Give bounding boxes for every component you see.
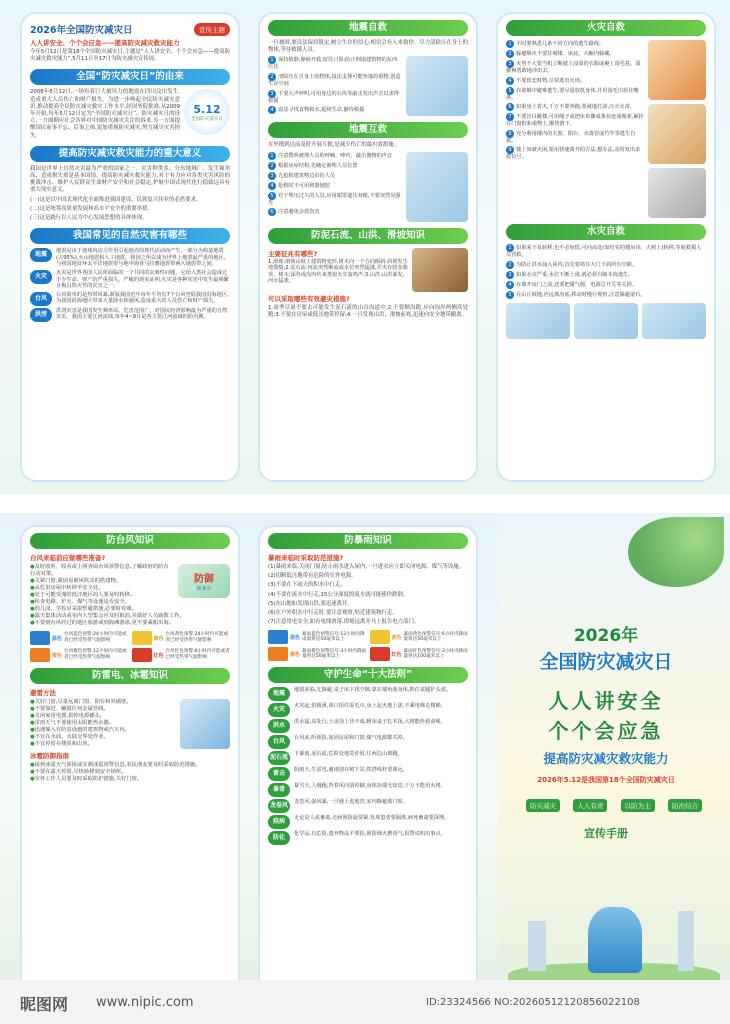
earthquake-point [268,56,402,71]
number-badge: 4 [506,77,514,85]
logo-text: 昵图网 [20,995,69,1014]
significance-point: (二)这是统筹高质量发展和高水平安全的重要举措。 [30,205,153,212]
intro-text: 今年5月12日是第18个全国防灾减灾日,主题是“人人讲安全、个个会应急——提高防灾减灾救灾能力”,5月11日至17日为防灾减灾宣传周。 [30,49,230,63]
disaster-row [30,248,230,268]
mutual-point [268,172,402,180]
lightning-point: ● 迅速躲入有防雷设施的建筑物或汽车内。 [30,727,172,734]
significance-text: 我国是世界上自然灾害最为严重的国家之一。灾害种类多、分布地域广、发生频率高、造成损失重是基本国情。提高防灾减灾救灾能力,对于有力应对各类灾害风险的挑战冲击、维护人民群众生命财产安全和社会稳定,护航中国式现代化行稳致远具有重大现实意义。 [30,165,230,194]
mutual-point [268,208,402,216]
rescue-illustration [406,152,468,222]
section-title-typhoon: 防台风知识 [30,533,230,549]
warning-item [370,630,469,644]
rainstorm-point: (7)注意用电安全,如有电线滑落,即刻远离并马上报告电力部门。 [268,619,420,626]
warning-level: 红色 [391,651,402,658]
number-badge: 1 [268,56,276,64]
disaster-tag: 台风 [30,292,52,306]
panel-fire-flood [498,14,714,480]
section-title-landslide: 防泥石流、山洪、滑坡知识 [268,228,468,244]
typhoon-point: ● 及时收听、收看或上网查阅台风预警信息,了解政府的防台行动对策。 [30,564,170,578]
panel-header [30,22,230,36]
warning-level: 橙色 [290,651,301,658]
rule-text: 阴雨天,生雷电,避雨别在树下站,铁塔线杆要离远。 [294,767,408,774]
warning-text: 暴雨蓝色预警信号:12小时内降雨量将达50毫米以上 [302,631,365,643]
point-text: 楼上如被火困,要用快速离开的方法,想办法,及时发出求救信号。 [506,147,641,161]
rule-tag: 暴雪 [268,783,290,797]
fire-point [506,60,644,75]
typhoon-badge [178,564,230,598]
hail-point: ● 接到冰雹天气预报或实测冰雹预警信息,农民朋友要及时采取防范措施。 [30,762,230,769]
number-badge: 4 [268,182,276,190]
rule-text: 洪水猛,高处行,土房顶上待不成,睡床桌子扎木筏,大树能拴救命绳。 [294,719,446,726]
rule-tag: 雷击 [268,767,290,781]
disaster-text: 地震是由于地球内动力作用引起地壳的现代活动而产生,一部分为构造地震(占95%),火山地震和人工地震。我国之所以成为世界上地震最严重的地区,与我国地处环太平洋地震带与地中海喜马拉雅地震带两大地震带之间。 [56,248,226,268]
number-badge: 2 [268,162,276,170]
typhoon-warning-grid [30,631,230,662]
mutual-point [268,152,402,160]
rainstorm-warning-grid [268,630,468,661]
mutual-point [268,182,402,190]
warning-level: 蓝色 [290,634,301,641]
point-text: 为防止洪水涌入屋内,首先要堵住大门下面所有空隙。 [516,261,637,268]
warning-level: 红色 [153,652,164,659]
landslide-sub-measures: 可以采取哪些有效避灾措施? [268,294,350,303]
warning-text: 台风黄色预警:24小时内可能或者已经受热带气旋影响 [165,632,229,643]
disaster-row [30,308,230,322]
typhoon-red-signal-icon [132,648,152,662]
point-text: 根据房屋结构,先确定被埋人员位置 [278,162,358,169]
nipic-logo [20,992,68,1015]
number-badge: 1 [506,244,514,252]
fire-point [506,87,644,102]
fire-escape-illustration [648,104,706,164]
city-skyline-decoration-icon [508,893,720,993]
rule-row [268,687,468,701]
section-title-flood: 水灾自救 [506,224,706,240]
mutual-rescue-intro: 在外援到达前及时开展互救,是减少伤亡的最有效措施。 [268,142,400,149]
origin-text: 2008年5月12日,一场有着巨大破坏力的地震在四川汶川发生,造成重大人员伤亡和财产损失。为进一步唤起全民防灾减灾意识,推动提高全民防灾减灾救灾工作水平,经国务院批准,从2009年开始,每年5月12日定为“全国防灾减灾日”。防灾减灾日的设立,一方面顺应社会各界对中国防灾减灾关注的诉求,另一方面提醒国民前事不忘、后事之师,更加重视防灾减灾,努力减少灾害损失。 [30,89,180,139]
rule-text: 龙卷风,强风暴,一旦遇上进地窖,室内躲避离门窗。 [294,799,408,806]
typhoon-point: ● 幼儿园、学校应采取暂避措施,必要时停课。 [30,606,170,613]
landslide-illustration [412,248,468,292]
point-text: 不要大声呼叫,可用身边的石块等敲击发出声音以求得救援 [268,90,399,104]
rule-text: 暴雪天,人慢跑,背着风向别停脚,身体冻僵无知觉,千万不能用火烤。 [294,783,446,790]
leaf-decoration-icon [628,517,724,587]
cover-tag: 人人有责 [573,799,607,812]
earthquake-point [268,90,402,105]
number-badge: 6 [268,208,276,216]
rainstorm-point: (3)不要在下雨天的积水中行走。 [268,582,346,589]
warning-level: 黄色 [153,635,164,642]
warning-text: 台风蓝色预警:24小时内可能或者已经受热带气旋影响 [64,632,127,643]
significance-point: (三)这是践行以人民为中心发展思想的具体体现。 [30,215,148,222]
panel-earthquake [260,14,476,480]
hail-sub: 冰雹防御指南 [30,752,69,760]
hail-point: ● 室外工作人员要及时采取防护措施,关好门窗。 [30,776,230,783]
panel-heading: 2026年全国防灾减灾日 [30,25,133,36]
rule-tag: 洪水 [268,719,290,733]
lightning-point: ● 不要靠近、触摸任何金属管线。 [30,706,172,713]
panel-rainstorm-rules [260,527,476,993]
point-text: 在浓烟中避难逃生,要尽量放低身体,并用湿毛巾捂住嘴鼻。 [506,87,639,101]
disaster-tag: 洪涝 [30,308,52,322]
fire-smoke-illustration [648,168,706,218]
fire-point [506,146,644,161]
number-badge: 9 [506,146,514,154]
number-badge: 5 [506,87,514,95]
typhoon-point: ● 露天集体活动或室内大型集会应及时取消,并做好人员疏散工作。 [30,613,230,620]
rule-tag: 火灾 [268,703,290,717]
section-title-common-disasters: 我国常见的自然灾害有哪些 [30,228,230,244]
disaster-row [30,270,230,290]
image-id-line: ID:23324566 NO:20260512120856022108 [426,997,640,1008]
number-badge: 4 [268,106,276,114]
number-badge: 8 [506,130,514,138]
cover-tag: 以防为主 [621,799,655,812]
rain-yellow-signal-icon [370,630,390,644]
section-title-fire: 火灾自救 [506,20,706,36]
point-text: 不要留恋财物,尽快逃出火场。 [516,77,586,84]
number-badge: 2 [506,50,514,58]
point-text: 如果身上着火,千万不要奔跑,要就地打滚,压灭火苗。 [516,104,636,111]
rule-text: 化学品,有危险,遗弃物品不要捡,预防烟火燃毒气,报警说明出事点。 [294,831,446,838]
rainstorm-point: (6)在户外积水中行走时,要注意观察,贴近建筑物行走。 [268,610,398,617]
rule-text: 无论是人或畜禽,无病预防最要紧,发现患者要隔离,病死畜禽要深埋。 [294,815,450,822]
warning-item [30,648,129,662]
point-text: 注意避免余震伤害 [278,209,320,216]
warning-text: 暴雨橙色预警信号:3小时内降雨量将达50毫米以上 [302,648,367,660]
point-text: 清除压在自身上的物体,设法支撑可能坠落的重物,创造生存空间 [268,74,401,87]
point-text: 充分利用楼内的大窗、阳台、水落管或竹竿等逃生自救。 [506,130,636,144]
significance-point: (一)这是以中国式现代化全面推进强国建设、民族复兴伟业的必然要求。 [30,196,202,203]
number-badge: 4 [506,281,514,289]
point-text: 不要盲目跳楼,可用绳子或把床单撕成条状连成绳索,紧拴在门窗框和重物上,顺势滑下。 [506,114,644,128]
rule-tag: 疫病 [268,815,290,829]
badge-date: 5.12 [193,102,221,116]
point-text: 在离开房门之前,还要把煤气阀、电源总开关等关掉。 [516,281,637,288]
rule-text: 地震来临,先躲避,桌子床下找空隙,靠在墙角曲身体,抓住桌腿护头部。 [294,687,452,694]
earthquake-point [268,73,402,88]
warning-item [30,631,129,645]
cover-tag-row [526,799,702,812]
flood-point [506,291,706,299]
warning-level: 蓝色 [52,635,63,642]
brochure-outside-sheet [0,513,730,1007]
section-title-significance: 提高防灾减灾救灾能力的重大意义 [30,146,230,162]
rule-row [268,767,468,781]
flood-point [506,271,706,279]
rainstorm-point: (5)在山地如发现山洪,要迅速离开。 [268,600,353,607]
rule-tag: 泥石流 [268,751,290,765]
point-text: 如果来不及转移,也不必惊慌,可向高处(如结实的楼房顶、大树上)转移,等候救援人员营救。 [506,245,702,258]
cover-slogan-3: 提高防灾减灾救灾能力 [543,751,669,766]
cover-panel [498,513,730,1007]
watermark-footer [0,980,730,1024]
point-text: 在山丘坡地,应远离沟底,移动时慢行观察,注意躲避滚石。 [516,291,646,298]
rule-text: 火灾起,怕烟熏,鼻口捂住湿毛巾,身上起火地上滚,不乘电梯走楼梯。 [294,703,446,710]
point-text: 平时要熟悉几条不同方向的逃生路线。 [516,41,605,47]
lightning-sub: 避雷方法 [30,689,56,697]
typhoon-blue-signal-icon [30,631,50,645]
warning-item [370,647,469,661]
typhoon-point: ● 检查电路、炉火、煤气等设施是否安全。 [30,599,170,606]
number-badge: 2 [506,261,514,269]
disaster-text: 台风简单的是热带风暴,新版我国近年每年平均有7个台风登陆我国沿海地区,为我国沿海地区带来大量降水和强风,造成重大的人员伤亡和财产损失。 [56,291,229,305]
number-badge: 6 [506,103,514,111]
rule-row [268,831,468,845]
nipic-site: www.nipic.com [96,995,194,1010]
hail-point: ● 不要在露天停留,尽快转移到安全场所。 [30,769,230,776]
fire-point [506,130,644,145]
fire-point [506,40,644,48]
rule-text: 台风来,听预报,加固房屋和门窗,煤气电源都关掉。 [294,735,408,742]
landslide-measures-text: 1.雨季尽量不要去可能发生泥石流的山谷沟道中;2.不要顺沟跑,应向沟岸两侧高处跑;3.不要在房屋或低洼地带停留;4.一旦发现山洪、滑坡前兆,迅速向安全地带撤离。 [268,304,468,318]
typhoon-point: ● 关紧门窗,紧固易被风吹动的搭建物。 [30,578,170,585]
fire-point [506,50,644,58]
cover-date-line: 2026年5.12是我国第18个全国防灾减灾日 [537,776,675,784]
lightning-point: ● 关好门窗,尽量远离门窗、阳台和外墙壁。 [30,699,172,706]
number-badge: 2 [268,73,276,81]
typhoon-sub: 台风来临前应做哪些准备? [30,554,106,562]
cover-year: 2026年 [573,626,639,646]
point-text: 躲避烟火不要往阁楼、床底、大橱内躲藏。 [516,51,615,57]
disaster-row [30,292,230,306]
typhoon-yellow-signal-icon [132,631,152,645]
fire-point [506,103,644,111]
fire-point [506,77,644,85]
rule-row [268,799,468,813]
lightning-point: ● 雷雨天气不要使用太阳能热水器。 [30,720,172,727]
warning-item [132,631,231,645]
section-title-earthquake-self-rescue: 地震自救 [268,20,468,36]
cover-slogan-2: 个个会应急 [548,719,664,743]
number-badge: 3 [506,60,514,68]
number-badge: 3 [506,271,514,279]
rain-orange-signal-icon [268,647,288,661]
earthquake-point [268,106,402,114]
point-text: 设法寻找食物和水,延续生命,静待救援 [278,107,365,114]
rule-row [268,703,468,717]
earthquake-intro: 一旦被困,要设法保持镇定,树立生存的信心,相信会有人来救你。尽力清除压在身上的物体,等待救援人员。 [268,40,468,54]
earthquake-illustration [406,56,468,116]
typhoon-point: ● 不要到台风经过的地区旅游或到海滩游泳,更不要乘船出海。 [30,620,230,627]
number-badge: 3 [268,172,276,180]
flood-illustration [506,303,570,339]
rule-row [268,751,468,765]
typhoon-badge-sub: 知多少 [196,586,212,592]
disaster-text: 洪涝灾害是我国发生频率高、危害范围广、对国民经济影响最为严重的自然灾害。我国主要江河流域,每年4~9月是各主要江河流域的防汛期。 [56,307,228,321]
fire-point [506,113,644,128]
number-badge: 1 [506,40,514,48]
typhoon-orange-signal-icon [30,648,50,662]
typhoon-point: ● 处于可能受淹的低洼地区的人要及时转移。 [30,592,170,599]
rule-row [268,815,468,829]
cover-manual-label: 宣传手册 [584,827,628,840]
section-title-earthquake-mutual-rescue: 地震互救 [268,122,468,138]
lightning-point: ● 关闭家用电器,拔掉电源插头。 [30,713,172,720]
cover-title: 全国防灾减灾日 [539,651,673,673]
section-title-origin: 全国“防灾减灾日”的由来 [30,69,230,85]
warning-level: 橙色 [52,652,63,659]
point-text: 火势不大要当机立断披上浸湿的衣服或裹上湿毛毯、湿被褥勇敢地冲出去。 [506,61,641,74]
number-badge: 3 [268,90,276,98]
rule-text: 下暴雨,泥石流,危险处地莫停留,往两边山坡跑。 [294,751,403,758]
theme-text: 人人讲安全、个个会应急——提高防灾减灾救灾能力 [30,39,180,47]
rainstorm-sub: 暴雨来临时采取防范措施? [268,554,344,562]
warning-item [268,647,367,661]
warning-text: 台风红色预警:6小时内可能或者已经受热带气旋影响 [165,649,230,660]
point-text: 注意搜听被埋人员的呼喊、呻吟、敲击器物的声音 [278,152,393,159]
lightning-point: ● 不宜停留在楼顶和山顶。 [30,741,172,748]
flood-illustration [574,303,638,339]
fire-illustration [648,40,706,100]
cover-tag: 防治结合 [668,799,702,812]
number-badge: 1 [268,152,276,160]
number-badge: 5 [268,192,276,200]
flood-point [506,261,706,269]
section-title-rainstorm: 防暴雨知识 [268,533,468,549]
point-text: 抢救时不可用利器刨挖 [278,182,330,189]
rainstorm-point: (2)切断低洼地带有危险的室外电源。 [268,573,357,580]
typhoon-point: ● 从危旧房屋中转移至安全处。 [30,585,170,592]
disaster-tag: 火灾 [30,270,52,284]
cover-slogan-1: 人人讲安全 [548,689,664,713]
disaster-tag: 地震 [30,248,52,262]
point-text: 保持镇静,静候开救,留住口鼻;防止倒塌建筑物的东西压住 [268,57,398,71]
section-title-lightning: 防雷电、冰雹知识 [30,668,230,684]
rule-tag: 地震 [268,687,290,701]
flood-illustration [642,303,706,339]
lightning-point: ● 不宜在水面、水陆交界处作业。 [30,734,172,741]
rule-tag: 防化 [268,831,290,845]
rule-row [268,719,468,733]
warning-text: 台风橙色预警:12小时内可能或者已经受热带气旋影响 [64,649,127,660]
theme-badge: 宣传主题 [194,23,230,36]
lightning-illustration [180,699,230,749]
panel-disaster-day [22,14,238,480]
rainstorm-point: (1)暴雨来临,关闭门窗,防止雨水进入屋内,一旦进水应立即关闭电源、煤气等设施。 [268,564,465,570]
typhoon-badge-title: 防御 [194,574,214,585]
mutual-point [268,162,402,170]
rainstorm-point: (4)不要在流水中行走,15公分深度的流水就可能使你跌倒。 [268,591,409,598]
warning-text: 暴雨黄色预警信号:6小时内降雨量将达50毫米以上 [403,631,468,643]
flood-point [506,244,706,259]
number-badge: 7 [506,113,514,121]
mutual-point [268,192,402,207]
disaster-text: 火灾是世界各国人民所面临的一个共同的灾难性问题。它给人类社会造成过不少生命、财产的严重损失。严峻的现实证明,火灾是各种灾害中发生最频繁且极具毁灭性的灾害之一。 [56,270,229,290]
rule-row [268,783,468,797]
cover-tag: 防灾减灾 [526,799,560,812]
badge-caption: 全国防灾减灾日 [191,116,223,122]
warning-level: 黄色 [391,634,402,641]
brochure-inside-sheet [0,0,730,494]
rule-tag: 台风 [268,735,290,749]
warning-item [268,630,367,644]
point-text: 对于埋压过久的人员,应用眼罩遮住双眼,不要突然见强光 [268,192,401,206]
flood-point [506,281,706,289]
panel-typhoon-lightning [22,527,238,993]
point-text: 先抢救建筑物边沿的人员 [278,172,336,179]
rain-red-signal-icon [370,647,390,661]
section-title-ten-rules: 守护生命“十大法则” [268,667,468,683]
number-badge: 5 [506,291,514,299]
rain-blue-signal-icon [268,630,288,644]
landslide-signs-text: 1.滑坡:滑坡山坡上建筑物变形,树木向一个方向倾斜;斜坡发生地裂缝;2.泥石流:河流突然断流或水位突然猛涨,并夹有较多柴草、树木;深谷或沟内传来类似火车轰鸣声;3.山洪:山洪暴发,河水猛涨。 [268,258,408,285]
landslide-sub-signs: 主要征兆有哪些? [268,249,318,258]
rule-row [268,735,468,749]
warning-item [132,648,231,662]
disaster-day-badge [184,89,230,135]
warning-text: 暴雨红色预警信号:3小时内降雨量将达100毫米以上 [403,648,468,660]
rule-tag: 龙卷风 [268,799,290,813]
point-text: 如果水灾严重,水位不断上涨,就必须自制木筏逃生。 [516,271,634,278]
